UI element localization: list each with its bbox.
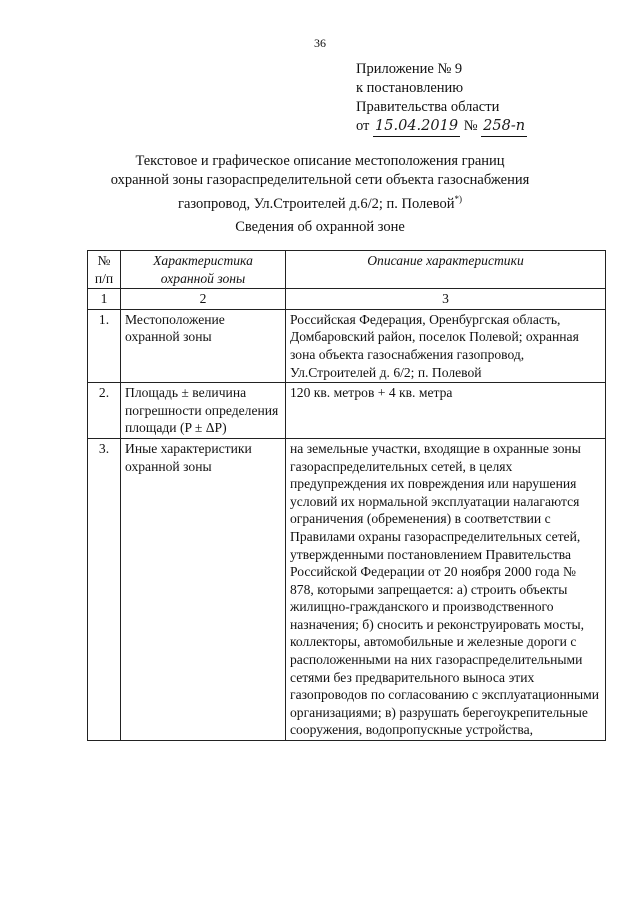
table-row	[88, 438, 606, 740]
index-cell: 3	[286, 289, 606, 310]
index-cell: 2	[121, 289, 286, 310]
row-characteristic: Площадь ± величина погрешности определения площади (P ± ΔP)	[121, 383, 286, 439]
appendix-decree: к постановлению	[356, 80, 464, 96]
appendix-block	[356, 60, 527, 137]
header-description: Описание характеристики	[286, 251, 606, 289]
section-subtitle: Сведения об охранной зоне	[235, 219, 405, 235]
table-row	[88, 309, 606, 382]
date-prefix: от	[356, 118, 370, 134]
handwritten-date: 15.04.2019	[373, 117, 460, 137]
row-characteristic: Иные характеристики охранной зоны	[121, 438, 286, 740]
row-description: на земельные участки, входящие в охранные зоны газораспределительных сетей, в целях предупреждения их повреждения или нарушения условий их нормальной эксплуатации налагаются ограничения (обременения) в соответствии с Правилами охраны газораспределительных сетей, утвержденными постановлением Правительства Российской Федерации от 20 ноября 2000 года № 878, которыми запрещается: а) строить объекты жилищно-гражданского и производственного назначения; б) сносить и реконструировать мосты, коллекторы, автомобильные и железные дороги с расположенными на них газораспределительными сетями без предварительного выноса этих газопроводов по согласованию с эксплуатационными организациями; в) разрушать берегоукрепительные сооружения, водопропускные устройства,	[286, 438, 606, 740]
title-line-2: охранной зоны газораспределительной сети объекта газоснабжения	[110, 172, 530, 188]
appendix-title: Приложение № 9	[356, 61, 463, 77]
row-characteristic: Местоположение охранной зоны	[121, 309, 286, 382]
index-cell: 1	[88, 289, 121, 310]
row-number: 2.	[88, 383, 121, 439]
document-title	[0, 152, 640, 214]
handwritten-number: 258-п	[481, 117, 527, 137]
table-index-row	[88, 289, 606, 310]
row-description: Российская Федерация, Оренбургская область, Домбаровский район, поселок Полевой; охранная зона объекта газоснабжения газопровод, Ул.Строителей д. 6/2; п. Полевой	[286, 309, 606, 382]
table-row	[88, 383, 606, 439]
title-line-3	[0, 190, 640, 214]
row-number: 3.	[88, 438, 121, 740]
appendix-authority: Правительства области	[356, 99, 500, 115]
header-characteristic: Характеристика охранной зоны	[121, 251, 286, 289]
title-line-3-text: газопровод, Ул.Строителей д.6/2; п. Полевой	[178, 195, 455, 212]
footnote-mark: *)	[454, 194, 462, 204]
row-number: 1.	[88, 309, 121, 382]
row-description: 120 кв. метров + 4 кв. метра	[286, 383, 606, 439]
page-number: 36	[314, 36, 326, 50]
appendix-date-line	[356, 117, 527, 137]
number-prefix: №	[463, 118, 478, 134]
header-number: № п/п	[88, 251, 121, 289]
zone-info-table	[87, 250, 606, 741]
title-line-1: Текстовое и графическое описание местоположения границ	[135, 153, 505, 169]
table-header-row	[88, 251, 606, 289]
